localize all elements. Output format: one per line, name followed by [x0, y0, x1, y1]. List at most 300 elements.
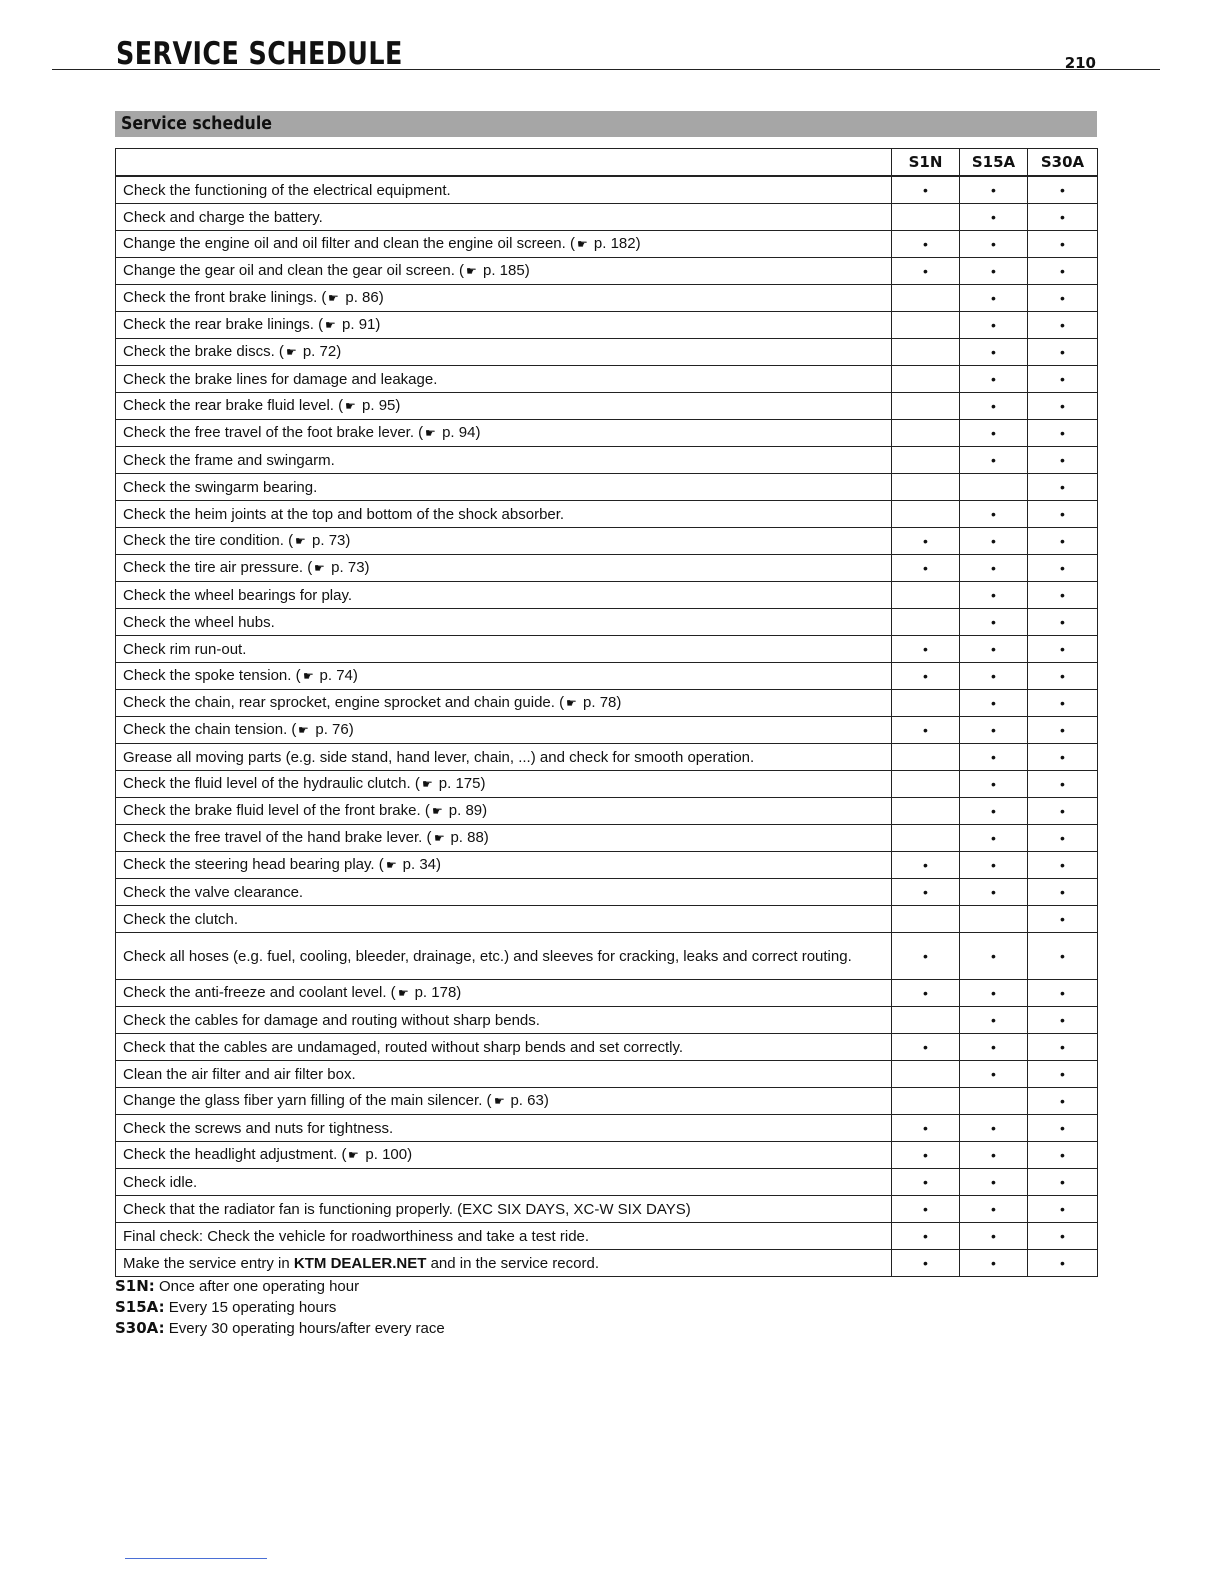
mark-cell-s1n: [892, 825, 960, 852]
task-page-ref: p. 74): [315, 667, 358, 684]
table-row: [116, 258, 1098, 285]
table-row: [116, 852, 1098, 879]
mark-cell-s15a: •: [960, 312, 1028, 339]
mark-cell-s30a: •: [1028, 879, 1098, 906]
task-text: Check the steering head bearing play. (: [123, 856, 384, 873]
section-heading: [115, 111, 1097, 137]
mark-cell-s30a: •: [1028, 825, 1098, 852]
task-page-ref: p. 76): [311, 721, 354, 738]
table-row: [116, 798, 1098, 825]
mark-cell-s30a: •: [1028, 1034, 1098, 1061]
task-page-ref: and in the service record.: [426, 1254, 599, 1272]
mark-cell-s1n: [892, 744, 960, 771]
task-cell: [116, 474, 892, 501]
table-row: [116, 1088, 1098, 1115]
page-reference-icon: ☚: [466, 264, 477, 278]
table-row: [116, 879, 1098, 906]
header-cell-s15a: S15A: [960, 149, 1028, 177]
legend-text: Every 15 operating hours: [164, 1299, 337, 1316]
page-reference-icon: ☚: [328, 291, 340, 305]
mark-cell-s15a: •: [960, 798, 1028, 825]
mark-cell-s30a: •: [1028, 366, 1098, 393]
task-cell: [116, 1115, 892, 1142]
task-cell: [116, 717, 892, 744]
page-reference-icon: ☚: [433, 831, 445, 845]
mark-cell-s1n: •: [892, 555, 960, 582]
mark-cell-s1n: [892, 420, 960, 447]
mark-cell-s1n: •: [892, 852, 960, 879]
page-title: SERVICE SCHEDULE: [116, 36, 403, 72]
mark-cell-s1n: [892, 906, 960, 933]
legend-text: Once after one operating hour: [154, 1278, 360, 1295]
mark-cell-s30a: •: [1028, 393, 1098, 420]
table-row: [116, 1196, 1098, 1223]
mark-cell-s1n: [892, 204, 960, 231]
task-text: Check the tire air pressure. (: [123, 559, 313, 576]
task-cell: [116, 312, 892, 339]
task-page-ref: p. 185): [478, 262, 530, 279]
mark-cell-s1n: •: [892, 1142, 960, 1169]
mark-cell-s1n: •: [892, 1223, 960, 1250]
table-row: [116, 501, 1098, 528]
mark-cell-s30a: •: [1028, 980, 1098, 1007]
mark-cell-s30a: •: [1028, 312, 1098, 339]
mark-cell-s15a: •: [960, 582, 1028, 609]
mark-cell-s15a: •: [960, 1115, 1028, 1142]
mark-cell-s30a: •: [1028, 933, 1098, 980]
mark-cell-s15a: •: [960, 1223, 1028, 1250]
mark-cell-s30a: •: [1028, 636, 1098, 663]
task-page-ref: p. 88): [446, 829, 489, 846]
mark-cell-s1n: •: [892, 1196, 960, 1223]
task-text: Check the cables for damage and routing without sharp bends.: [123, 1011, 540, 1029]
task-text: Check the valve clearance.: [123, 883, 304, 901]
mark-cell-s15a: •: [960, 771, 1028, 798]
mark-cell-s15a: •: [960, 980, 1028, 1007]
mark-cell-s1n: •: [892, 176, 960, 204]
mark-cell-s15a: •: [960, 528, 1028, 555]
mark-cell-s15a: •: [960, 1007, 1028, 1034]
task-page-ref: p. 86): [341, 289, 384, 306]
table-row: [116, 1115, 1098, 1142]
legend-item: [115, 1318, 445, 1339]
mark-cell-s15a: •: [960, 663, 1028, 690]
mark-cell-s30a: •: [1028, 176, 1098, 204]
table-row: [116, 555, 1098, 582]
mark-cell-s15a: •: [960, 555, 1028, 582]
mark-cell-s1n: [892, 798, 960, 825]
task-text: Check the heim joints at the top and bottom of the shock absorber.: [123, 505, 565, 523]
task-text: Check rim run-out.: [123, 640, 247, 658]
table-row: [116, 393, 1098, 420]
page-reference-icon: ☚: [295, 534, 306, 548]
table-row: [116, 717, 1098, 744]
task-cell: [116, 176, 892, 204]
task-cell: [116, 1034, 892, 1061]
task-text: Check the functioning of the electrical equipment.: [123, 181, 451, 199]
mark-cell-s1n: •: [892, 231, 960, 258]
table-row: [116, 339, 1098, 366]
task-text: Check the frame and swingarm.: [123, 451, 335, 469]
mark-cell-s30a: •: [1028, 339, 1098, 366]
task-cell: [116, 501, 892, 528]
task-text: Check the tire condition. (: [123, 532, 294, 549]
table-row: [116, 366, 1098, 393]
task-cell: [116, 609, 892, 636]
mark-cell-s15a: [960, 1088, 1028, 1115]
task-text: Check the chain, rear sprocket, engine sprocket and chain guide. (: [123, 694, 565, 711]
mark-cell-s1n: •: [892, 663, 960, 690]
task-page-ref: p. 72): [298, 343, 342, 360]
page-reference-icon: ☚: [576, 237, 588, 251]
mark-cell-s30a: •: [1028, 1088, 1098, 1115]
task-text: Make the service entry in: [123, 1254, 294, 1272]
table-row: [116, 204, 1098, 231]
mark-cell-s15a: •: [960, 1034, 1028, 1061]
task-cell: [116, 1088, 892, 1115]
page-reference-icon: ☚: [421, 777, 433, 791]
mark-cell-s30a: •: [1028, 528, 1098, 555]
page-reference-icon: ☚: [348, 1148, 360, 1162]
mark-cell-s1n: [892, 312, 960, 339]
task-text: Check the spoke tension. (: [123, 667, 301, 684]
task-text: Check the screws and nuts for tightness.: [123, 1119, 394, 1137]
task-cell: [116, 906, 892, 933]
task-text: Check the wheel bearings for play.: [123, 586, 353, 604]
task-cell: [116, 555, 892, 582]
legend-text: Every 30 operating hours/after every race: [164, 1320, 445, 1337]
mark-cell-s30a: •: [1028, 420, 1098, 447]
mark-cell-s15a: •: [960, 717, 1028, 744]
task-text: Change the glass fiber yarn filling of the main silencer. (: [123, 1092, 492, 1109]
mark-cell-s30a: •: [1028, 663, 1098, 690]
task-cell: [116, 393, 892, 420]
mark-cell-s1n: •: [892, 528, 960, 555]
table-row: [116, 1223, 1098, 1250]
mark-cell-s1n: •: [892, 1034, 960, 1061]
task-text: Change the gear oil and clean the gear oil screen. (: [123, 262, 465, 279]
task-page-ref: p. 178): [410, 984, 462, 1001]
table-row: [116, 420, 1098, 447]
table-row: [116, 1142, 1098, 1169]
table-row: [116, 636, 1098, 663]
legend-item: [115, 1297, 445, 1318]
mark-cell-s30a: •: [1028, 744, 1098, 771]
mark-cell-s15a: •: [960, 285, 1028, 312]
mark-cell-s1n: •: [892, 1250, 960, 1277]
task-page-ref: p. 100): [361, 1146, 413, 1163]
task-cell: [116, 879, 892, 906]
mark-cell-s30a: •: [1028, 1061, 1098, 1088]
table-row: [116, 474, 1098, 501]
mark-cell-s15a: •: [960, 1142, 1028, 1169]
mark-cell-s30a: •: [1028, 798, 1098, 825]
mark-cell-s30a: •: [1028, 906, 1098, 933]
task-cell: [116, 1250, 892, 1277]
table-row: [116, 582, 1098, 609]
task-cell: [116, 258, 892, 285]
task-text: Check that the radiator fan is functioning properly. (EXC SIX DAYS, XC-W SIX DAYS): [123, 1200, 691, 1218]
mark-cell-s30a: •: [1028, 204, 1098, 231]
task-text: Check the free travel of the hand brake lever. (: [123, 829, 432, 846]
mark-cell-s15a: •: [960, 420, 1028, 447]
task-cell: [116, 231, 892, 258]
table-row: [116, 744, 1098, 771]
mark-cell-s1n: [892, 582, 960, 609]
table-row: [116, 825, 1098, 852]
mark-cell-s15a: •: [960, 744, 1028, 771]
task-text: Clean the air filter and air filter box.: [123, 1065, 356, 1083]
mark-cell-s1n: •: [892, 1169, 960, 1196]
mark-cell-s1n: [892, 1061, 960, 1088]
task-cell: [116, 798, 892, 825]
task-text-bold: KTM DEALER.NET: [293, 1254, 427, 1272]
table-row: [116, 176, 1098, 204]
legend-key: S1N:: [115, 1277, 155, 1295]
task-text: Check the free travel of the foot brake lever. (: [123, 424, 424, 441]
mark-cell-s1n: [892, 501, 960, 528]
task-text: Change the engine oil and oil filter and clean the engine oil screen. (: [123, 235, 575, 252]
table-row: [116, 663, 1098, 690]
task-cell: [116, 339, 892, 366]
mark-cell-s15a: •: [960, 879, 1028, 906]
task-page-ref: p. 78): [578, 694, 622, 711]
mark-cell-s1n: [892, 1007, 960, 1034]
legend: [115, 1276, 445, 1339]
mark-cell-s1n: [892, 366, 960, 393]
mark-cell-s30a: •: [1028, 231, 1098, 258]
mark-cell-s30a: •: [1028, 1007, 1098, 1034]
mark-cell-s30a: •: [1028, 501, 1098, 528]
mark-cell-s15a: •: [960, 1169, 1028, 1196]
mark-cell-s15a: •: [960, 609, 1028, 636]
task-text: Check the chain tension. (: [123, 721, 297, 738]
mark-cell-s1n: •: [892, 258, 960, 285]
task-page-ref: p. 182): [589, 235, 641, 252]
task-text: Check the headlight adjustment. (: [123, 1146, 347, 1163]
task-cell: [116, 1061, 892, 1088]
mark-cell-s15a: •: [960, 339, 1028, 366]
mark-cell-s1n: •: [892, 933, 960, 980]
task-cell: [116, 771, 892, 798]
page-reference-icon: ☚: [345, 399, 356, 413]
task-text: Check the brake discs. (: [123, 343, 284, 360]
mark-cell-s30a: •: [1028, 258, 1098, 285]
mark-cell-s15a: [960, 906, 1028, 933]
task-cell: [116, 980, 892, 1007]
table-row: [116, 285, 1098, 312]
page-reference-icon: ☚: [298, 723, 310, 737]
table-row: [116, 690, 1098, 717]
page-reference-icon: ☚: [425, 426, 436, 440]
mark-cell-s15a: •: [960, 1061, 1028, 1088]
service-schedule-table: [115, 148, 1098, 1277]
task-cell: [116, 1196, 892, 1223]
header-cell-s30a: S30A: [1028, 149, 1098, 177]
mark-cell-s1n: [892, 609, 960, 636]
task-cell: [116, 366, 892, 393]
page-number: 210: [1064, 54, 1096, 72]
task-text: Final check: Check the vehicle for roadworthiness and take a test ride.: [123, 1227, 590, 1245]
mark-cell-s15a: •: [960, 231, 1028, 258]
mark-cell-s15a: •: [960, 933, 1028, 980]
task-cell: [116, 528, 892, 555]
mark-cell-s15a: •: [960, 447, 1028, 474]
page-reference-icon: ☚: [397, 986, 409, 1000]
mark-cell-s1n: •: [892, 636, 960, 663]
mark-cell-s15a: •: [960, 1196, 1028, 1223]
task-page-ref: p. 95): [357, 397, 401, 414]
legend-key: S30A:: [115, 1319, 165, 1337]
mark-cell-s1n: •: [892, 1115, 960, 1142]
table-header-row: [116, 149, 1098, 177]
task-page-ref: p. 94): [437, 424, 481, 441]
mark-cell-s1n: •: [892, 980, 960, 1007]
task-text: Check the rear brake fluid level. (: [123, 397, 344, 414]
mark-cell-s15a: •: [960, 204, 1028, 231]
table-row: [116, 980, 1098, 1007]
mark-cell-s15a: •: [960, 636, 1028, 663]
task-cell: [116, 1223, 892, 1250]
mark-cell-s30a: •: [1028, 771, 1098, 798]
page-reference-icon: ☚: [314, 561, 326, 575]
mark-cell-s30a: •: [1028, 582, 1098, 609]
table-row: [116, 771, 1098, 798]
table-row: [116, 1250, 1098, 1277]
table-row: [116, 1061, 1098, 1088]
table-row: [116, 933, 1098, 980]
header-cell-s1n: S1N: [892, 149, 960, 177]
mark-cell-s30a: •: [1028, 1196, 1098, 1223]
mark-cell-s30a: •: [1028, 447, 1098, 474]
task-cell: [116, 690, 892, 717]
task-text: Grease all moving parts (e.g. side stand, hand lever, chain, ...) and check for smooth operation.: [123, 748, 755, 766]
task-cell: [116, 636, 892, 663]
mark-cell-s30a: •: [1028, 1142, 1098, 1169]
mark-cell-s1n: [892, 771, 960, 798]
mark-cell-s15a: [960, 474, 1028, 501]
mark-cell-s30a: •: [1028, 1115, 1098, 1142]
mark-cell-s30a: •: [1028, 1169, 1098, 1196]
mark-cell-s15a: •: [960, 366, 1028, 393]
task-cell: [116, 285, 892, 312]
mark-cell-s30a: •: [1028, 717, 1098, 744]
mark-cell-s30a: •: [1028, 1223, 1098, 1250]
task-page-ref: p. 73): [307, 532, 351, 549]
task-cell: [116, 933, 892, 980]
mark-cell-s30a: •: [1028, 1250, 1098, 1277]
task-text: Check the fluid level of the hydraulic clutch. (: [123, 775, 420, 792]
task-page-ref: p. 89): [444, 802, 488, 819]
page-reference-icon: ☚: [385, 858, 397, 872]
mark-cell-s1n: [892, 690, 960, 717]
task-cell: [116, 1007, 892, 1034]
task-text: Check the brake fluid level of the front brake. (: [123, 802, 430, 819]
task-cell: [116, 852, 892, 879]
legend-key: S15A:: [115, 1298, 165, 1316]
mark-cell-s1n: [892, 474, 960, 501]
table-row: [116, 447, 1098, 474]
mark-cell-s1n: [892, 393, 960, 420]
page-reference-icon: ☚: [285, 345, 297, 359]
task-text: Check the swingarm bearing.: [123, 478, 318, 496]
table-body: [116, 176, 1098, 1277]
mark-cell-s30a: •: [1028, 609, 1098, 636]
legend-item: [115, 1276, 445, 1297]
task-page-ref: p. 63): [506, 1092, 549, 1109]
task-page-ref: p. 91): [337, 316, 381, 333]
task-text: Check the wheel hubs.: [123, 613, 275, 631]
task-cell: [116, 663, 892, 690]
page-header: [52, 36, 1160, 70]
mark-cell-s1n: •: [892, 717, 960, 744]
table-row: [116, 1007, 1098, 1034]
task-cell: [116, 420, 892, 447]
task-text: Check idle.: [123, 1173, 198, 1191]
task-cell: [116, 1169, 892, 1196]
table-row: [116, 231, 1098, 258]
mark-cell-s30a: •: [1028, 852, 1098, 879]
task-page-ref: p. 73): [327, 559, 370, 576]
page-reference-icon: ☚: [493, 1094, 505, 1108]
mark-cell-s15a: •: [960, 501, 1028, 528]
task-page-ref: p. 175): [434, 775, 486, 792]
task-cell: [116, 825, 892, 852]
mark-cell-s15a: •: [960, 176, 1028, 204]
mark-cell-s15a: •: [960, 825, 1028, 852]
task-text: Check the anti-freeze and coolant level. (: [123, 984, 396, 1001]
table-row: [116, 528, 1098, 555]
mark-cell-s1n: •: [892, 879, 960, 906]
page-reference-icon: ☚: [566, 696, 577, 710]
section-heading-label: Service schedule: [121, 113, 273, 134]
mark-cell-s15a: •: [960, 393, 1028, 420]
task-text: Check the clutch.: [123, 910, 239, 928]
mark-cell-s15a: •: [960, 1250, 1028, 1277]
mark-cell-s1n: [892, 285, 960, 312]
task-text: Check all hoses (e.g. fuel, cooling, bleeder, drainage, etc.) and sleeves for cracking, leaks and correct routing.: [123, 947, 852, 965]
mark-cell-s1n: [892, 447, 960, 474]
page-reference-icon: ☚: [302, 669, 314, 683]
table-row: [116, 312, 1098, 339]
page-reference-icon: ☚: [325, 318, 336, 332]
mark-cell-s30a: •: [1028, 474, 1098, 501]
task-cell: [116, 204, 892, 231]
footer-link-line: [125, 1558, 267, 1559]
header-cell-task: [116, 149, 892, 177]
mark-cell-s15a: •: [960, 690, 1028, 717]
table-row: [116, 1169, 1098, 1196]
task-cell: [116, 1142, 892, 1169]
mark-cell-s30a: •: [1028, 285, 1098, 312]
mark-cell-s1n: [892, 1088, 960, 1115]
task-cell: [116, 744, 892, 771]
table-row: [116, 906, 1098, 933]
table-row: [116, 1034, 1098, 1061]
task-page-ref: p. 34): [398, 856, 442, 873]
mark-cell-s30a: •: [1028, 690, 1098, 717]
task-cell: [116, 447, 892, 474]
task-cell: [116, 582, 892, 609]
task-text: Check the front brake linings. (: [123, 289, 327, 306]
mark-cell-s15a: •: [960, 258, 1028, 285]
task-text: Check the brake lines for damage and leakage.: [123, 370, 438, 388]
mark-cell-s15a: •: [960, 852, 1028, 879]
mark-cell-s1n: [892, 339, 960, 366]
page-reference-icon: ☚: [431, 804, 443, 818]
task-text: Check that the cables are undamaged, routed without sharp bends and set correctly.: [123, 1038, 684, 1056]
table-row: [116, 609, 1098, 636]
